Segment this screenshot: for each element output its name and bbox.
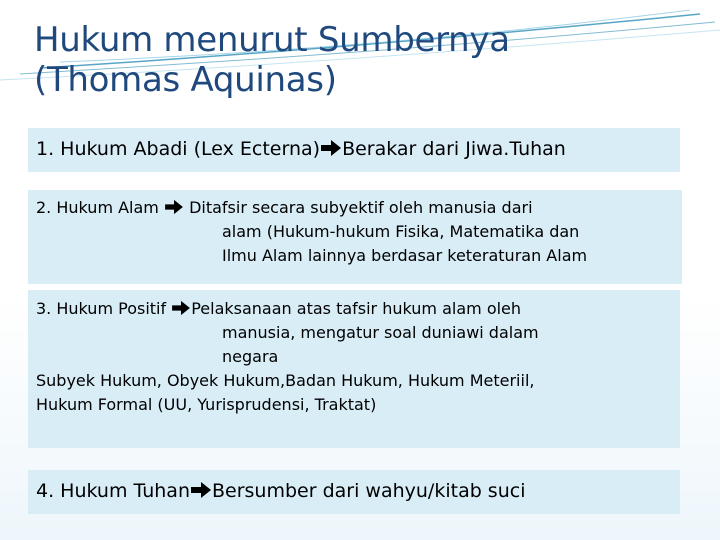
item-3-first-line [36, 297, 680, 321]
item-2-first-line [36, 196, 682, 220]
item-2-desc-line-1: Ditafsir secara subyektif oleh manusia dari [183, 198, 533, 217]
arrow-right-icon [171, 297, 191, 321]
item-box-4 [28, 470, 680, 514]
item-3-extra-line-1: Subyek Hukum, Obyek Hukum,Badan Hukum, Hukum Meteriil, [36, 371, 535, 390]
arrow-right-icon [164, 196, 184, 220]
item-3-desc-line-1: Pelaksanaan atas tafsir hukum alam oleh [191, 299, 522, 318]
slide-title [34, 20, 634, 100]
item-box-2 [28, 190, 682, 284]
title-line-1: Hukum menurut Sumbernya [34, 20, 510, 60]
item-1-label: 1. Hukum Abadi (Lex Ecterna) [36, 138, 321, 160]
arrow-right-icon [190, 480, 212, 502]
item-3-extra-line-2: Hukum Formal (UU, Yurisprudensi, Traktat) [36, 395, 377, 414]
item-3-desc-line-3: negara [222, 347, 279, 366]
item-2-desc-line-2: alam (Hukum-hukum Fisika, Matematika dan [222, 222, 580, 241]
item-3-label: 3. Hukum Positif [36, 299, 172, 318]
item-3-desc-line-2: manusia, mengatur soal duniawi dalam [222, 323, 539, 342]
item-2-label: 2. Hukum Alam [36, 198, 164, 217]
item-box-1 [28, 128, 680, 172]
item-4-label: 4. Hukum Tuhan [36, 480, 190, 502]
item-4-desc: Bersumber dari wahyu/kitab suci [212, 480, 526, 502]
item-1-desc: Berakar dari Jiwa.Tuhan [342, 138, 566, 160]
item-box-3 [28, 290, 680, 448]
title-line-2: (Thomas Aquinas) [34, 60, 337, 100]
arrow-right-icon [320, 138, 342, 160]
item-2-desc-line-3: Ilmu Alam lainnya berdasar keteraturan Alam [222, 246, 588, 265]
